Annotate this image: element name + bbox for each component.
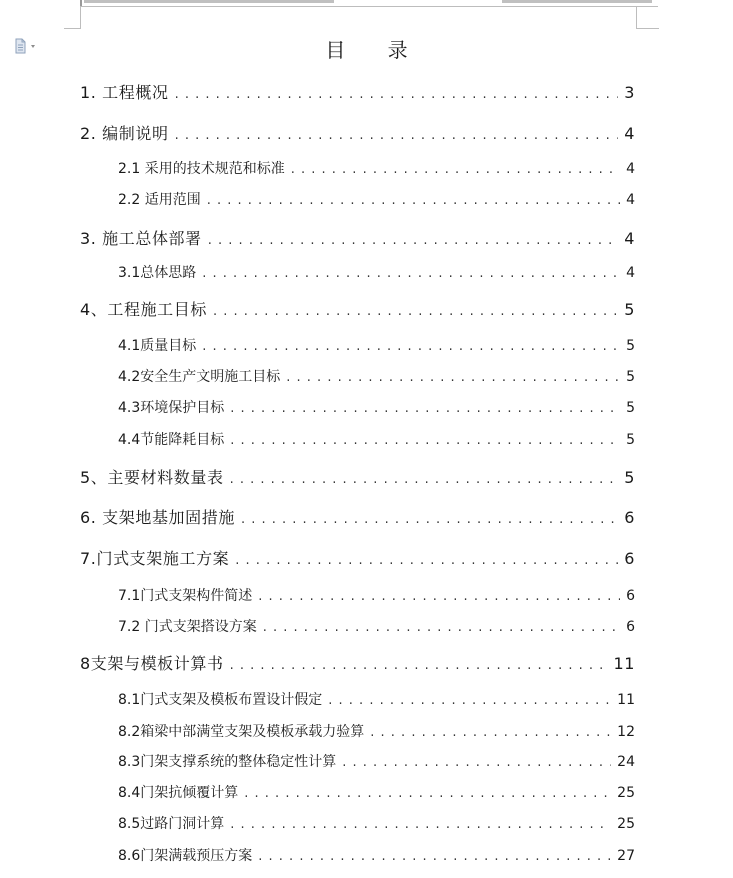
toc-page-number: 12: [617, 724, 635, 740]
toc-leader-dots: [286, 370, 620, 385]
toc-subentry[interactable]: [118, 813, 635, 833]
toc-entry-label: 8.5过路门洞计算: [118, 816, 225, 832]
toc-subentry[interactable]: [118, 616, 635, 636]
toc-leader-dots: [202, 339, 620, 354]
toc-entry-label: 8.6门架满载预压方案: [118, 848, 253, 864]
toc-page-number: 5: [626, 338, 635, 354]
toc-page-number: 27: [617, 848, 635, 864]
toc-subentry[interactable]: [118, 585, 635, 605]
toc-page-number: 6: [624, 549, 635, 568]
toc-leader-dots: [230, 472, 619, 487]
toc-page-number: 11: [613, 654, 635, 673]
toc-subentry[interactable]: [118, 721, 635, 741]
toc-leader-dots: [235, 553, 618, 568]
toc-page-number: 4: [624, 229, 635, 248]
toc-entry-label: 4.1质量目标: [118, 338, 197, 354]
toc-leader-dots: [263, 620, 620, 635]
toc-leader-dots: [230, 433, 620, 448]
toc-entry[interactable]: [80, 121, 635, 144]
toc-subentry[interactable]: [118, 689, 635, 709]
toc-page-number: 4: [626, 265, 635, 281]
toc-entry-label: 8.2箱梁中部满堂支架及模板承载力验算: [118, 724, 365, 740]
toc-leader-dots: [370, 725, 611, 740]
toc-subentry[interactable]: [118, 782, 635, 802]
toc-entry-label: 4.2安全生产文明施工目标: [118, 369, 281, 385]
toc-leader-dots: [230, 817, 611, 832]
toc-page-number: 5: [624, 300, 635, 319]
toc-entry-label: 4、工程施工目标: [80, 300, 207, 319]
toc-subentry[interactable]: [118, 158, 635, 178]
toc-leader-dots: [175, 87, 619, 102]
toc-page-number: 4: [626, 192, 635, 208]
toc-page-number: 6: [624, 508, 635, 527]
toc-leader-dots: [241, 512, 618, 527]
toc-entry[interactable]: [80, 465, 635, 488]
toc-entry-label: 2.2 适用范围: [118, 192, 201, 208]
toc-entry-label: 3. 施工总体部署: [80, 229, 202, 248]
toc-leader-dots: [244, 786, 611, 801]
toc-leader-dots: [208, 233, 618, 248]
toc-leader-dots: [213, 304, 618, 319]
toc-leader-dots: [342, 755, 611, 770]
toc-leader-dots: [207, 193, 620, 208]
toc-page-number: 4: [626, 161, 635, 177]
toc-page-number: 6: [626, 619, 635, 635]
toc-page-number: 6: [626, 588, 635, 604]
toc-entry-label: 8支架与模板计算书: [80, 654, 224, 673]
toc-page-number: 5: [626, 369, 635, 385]
toc-leader-dots: [291, 162, 620, 177]
toc-entry-label: 4.3环境保护目标: [118, 400, 225, 416]
toc-page-number: 24: [617, 754, 635, 770]
toc-title: 目 录: [325, 38, 426, 62]
toc-leader-dots: [258, 589, 620, 604]
toc-entry-label: 8.3门架支撑系统的整体稳定性计算: [118, 754, 337, 770]
toc-entry-label: 2. 编制说明: [80, 124, 169, 143]
toc-entry-label: 6. 支架地基加固措施: [80, 508, 235, 527]
toc-leader-dots: [175, 128, 619, 143]
toc-page-number: 4: [624, 124, 635, 143]
toc-entry-label: 8.4门架抗倾覆计算: [118, 785, 239, 801]
toc-subentry[interactable]: [118, 262, 635, 282]
toc-entry-label: 7.1门式支架构件简述: [118, 588, 253, 604]
toc-leader-dots: [230, 401, 620, 416]
toc-subentry[interactable]: [118, 429, 635, 449]
toc-entry[interactable]: [80, 505, 635, 528]
toc-subentry[interactable]: [118, 397, 635, 417]
toc-subentry[interactable]: [118, 845, 635, 865]
toc-leader-dots: [258, 849, 611, 864]
toc-entry[interactable]: [80, 297, 635, 320]
toc-entry[interactable]: [80, 80, 635, 103]
toc-subentry[interactable]: [118, 751, 635, 771]
toc-entry-label: 7.2 门式支架搭设方案: [118, 619, 257, 635]
toc-entry-label: 7.门式支架施工方案: [80, 549, 230, 568]
toc-page-number: 25: [617, 785, 635, 801]
toc-subentry[interactable]: [118, 366, 635, 386]
toc-leader-dots: [202, 266, 620, 281]
toc-entry[interactable]: [80, 226, 635, 249]
toc-page-number: 5: [626, 400, 635, 416]
toc-subentry[interactable]: [118, 335, 635, 355]
toc-entry-label: 8.1门式支架及模板布置设计假定: [118, 692, 323, 708]
toc-leader-dots: [230, 658, 608, 673]
toc-entry-label: 1. 工程概况: [80, 83, 169, 102]
toc-page-number: 5: [624, 468, 635, 487]
toc-page-number: 5: [626, 432, 635, 448]
toc-leader-dots: [328, 693, 611, 708]
toc-entry-label: 5、主要材料数量表: [80, 468, 224, 487]
toc-entry-label: 3.1总体思路: [118, 265, 197, 281]
toc-entry-label: 4.4节能降耗目标: [118, 432, 225, 448]
toc-page-number: 11: [617, 692, 635, 708]
toc-page-number: 25: [617, 816, 635, 832]
toc-entry[interactable]: [80, 651, 635, 674]
toc-entry-label: 2.1 采用的技术规范和标准: [118, 161, 285, 177]
toc-entry[interactable]: [80, 546, 635, 569]
toc-page-number: 3: [624, 83, 635, 102]
toc-subentry[interactable]: [118, 189, 635, 209]
